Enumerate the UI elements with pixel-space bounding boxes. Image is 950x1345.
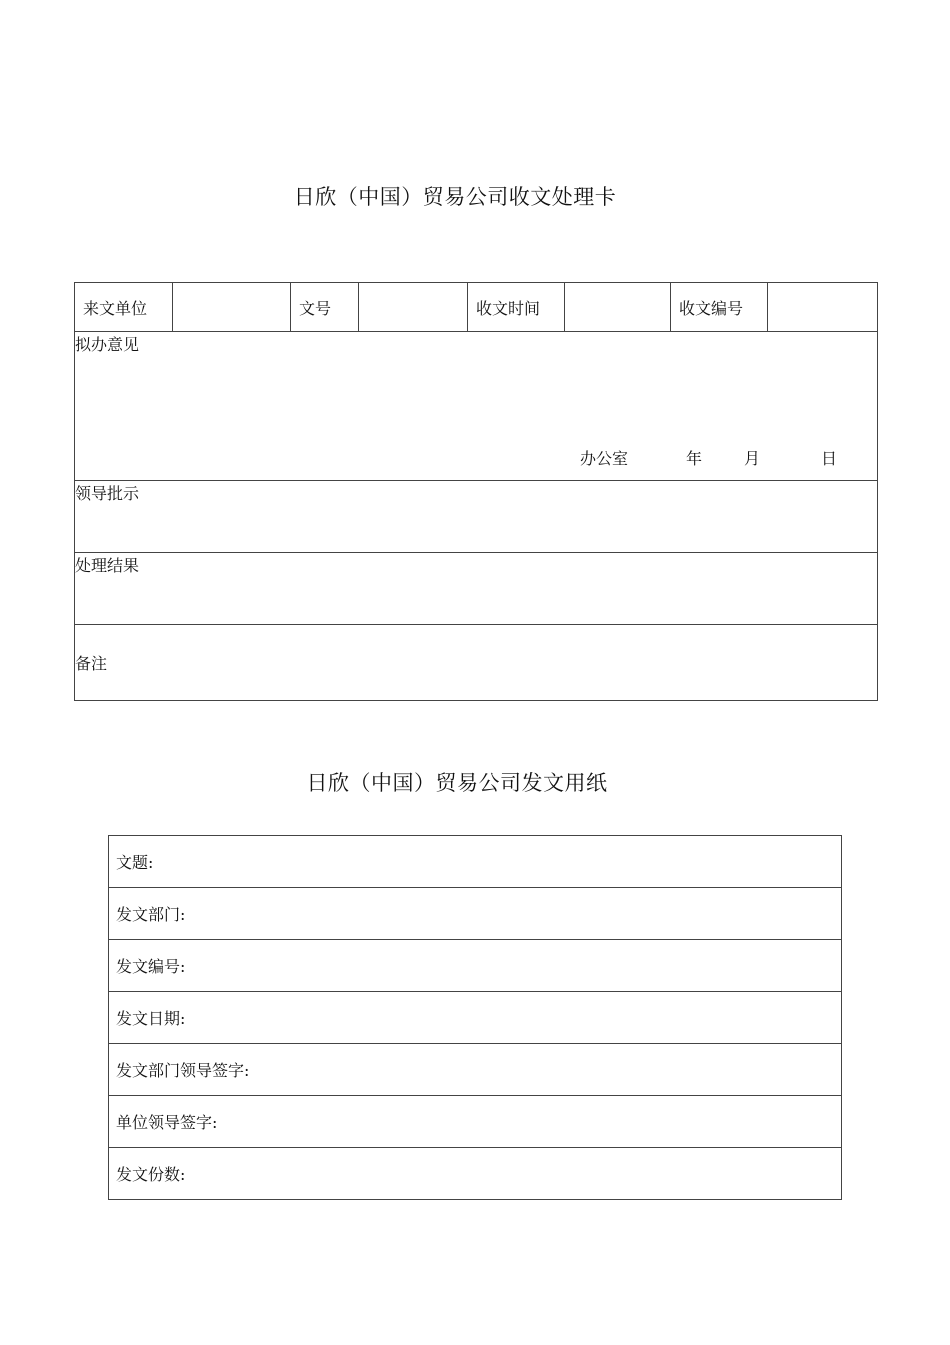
leader-instruction-row (75, 481, 878, 553)
issuing-department-field[interactable]: 发文部门: (109, 888, 842, 940)
year-label: 年 (686, 449, 703, 468)
dispatch-number-field[interactable]: 发文编号: (109, 940, 842, 992)
form-row (109, 940, 842, 992)
remarks-field[interactable] (75, 625, 878, 701)
copies-field[interactable]: 发文份数: (109, 1148, 842, 1200)
processing-result-label: 处理结果 (75, 556, 140, 575)
receive-time-label: 收文时间 (468, 283, 565, 332)
form-row (109, 836, 842, 888)
receive-number-field[interactable] (768, 283, 878, 332)
day-label: 日 (821, 449, 838, 468)
form-row (109, 888, 842, 940)
receipt-header-row (75, 283, 878, 332)
dispatch-date-field[interactable]: 发文日期: (109, 992, 842, 1044)
office-label: 办公室 (580, 449, 629, 468)
leader-instruction-field[interactable] (75, 481, 878, 553)
dispatch-paper-table (108, 835, 842, 1200)
opinion-label: 拟办意见 (75, 335, 140, 354)
doc-number-label: 文号 (291, 283, 359, 332)
dispatch-paper-title: 日欣（中国）贸易公司发文用纸 (306, 771, 608, 795)
opinion-row (75, 332, 878, 481)
opinion-field[interactable] (75, 332, 878, 481)
unit-leader-signature-field[interactable]: 单位领导签字: (109, 1096, 842, 1148)
form-row (109, 1148, 842, 1200)
form-row (109, 1096, 842, 1148)
remarks-row (75, 625, 878, 701)
source-unit-field[interactable] (173, 283, 291, 332)
processing-result-row (75, 553, 878, 625)
month-label: 月 (744, 449, 761, 468)
form-row (109, 1044, 842, 1096)
processing-result-field[interactable] (75, 553, 878, 625)
doc-number-field[interactable] (359, 283, 468, 332)
remarks-label: 备注 (75, 654, 108, 673)
receipt-card-table (74, 282, 878, 701)
source-unit-label: 来文单位 (75, 283, 173, 332)
title-field[interactable]: 文题: (109, 836, 842, 888)
leader-instruction-label: 领导批示 (75, 484, 140, 503)
department-leader-signature-field[interactable]: 发文部门领导签字: (109, 1044, 842, 1096)
receipt-card-title: 日欣（中国）贸易公司收文处理卡 (293, 185, 617, 209)
receive-time-field[interactable] (565, 283, 671, 332)
form-row (109, 992, 842, 1044)
receive-number-label: 收文编号 (671, 283, 768, 332)
